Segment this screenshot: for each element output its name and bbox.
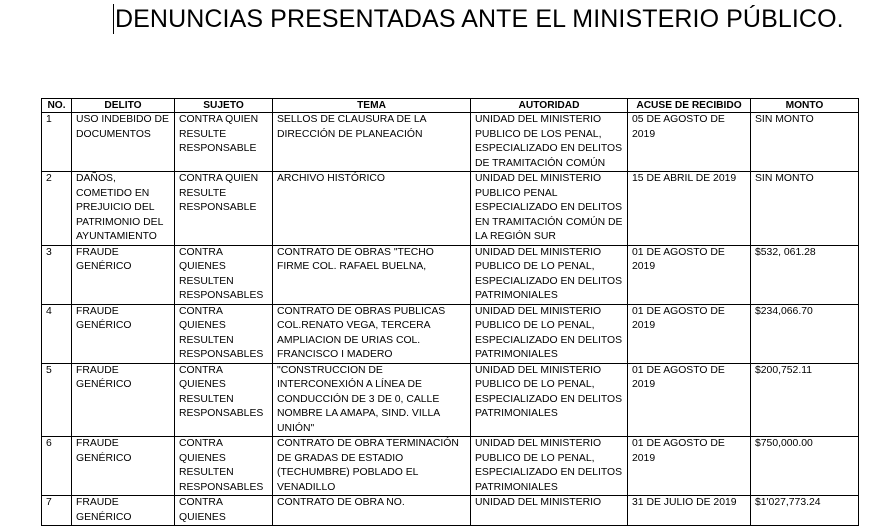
cell-no: 3 xyxy=(42,245,72,304)
cell-autoridad: UNIDAD DEL MINISTERIO PUBLICO DE LOS PENAL, ESPECIALIZADO EN DELITOS DE TRAMITACIÓN COMÚN xyxy=(471,113,628,172)
cell-monto: $750,000.00 xyxy=(751,437,859,496)
cell-tema: CONTRATO DE OBRA NO. xyxy=(273,496,471,526)
cell-delito: FRAUDE GENÉRICO xyxy=(72,304,175,363)
cell-monto: $532, 061.28 xyxy=(751,245,859,304)
cell-autoridad: UNIDAD DEL MINISTERIO PUBLICO DE LO PENAL, ESPECIALIZADO EN DELITOS PATRIMONIALES xyxy=(471,363,628,437)
cell-autoridad: UNIDAD DEL MINISTERIO PUBLICO PENAL ESPECIALIZADO EN DELITOS EN TRAMITACIÓN COMÚN DE LA REGIÓN SUR xyxy=(471,172,628,246)
cell-autoridad: UNIDAD DEL MINISTERIO PUBLICO DE LO PENAL, ESPECIALIZADO EN DELITOS PATRIMONIALES xyxy=(471,245,628,304)
table-header-row xyxy=(42,99,859,113)
table-row xyxy=(42,113,859,172)
cell-monto: $200,752.11 xyxy=(751,363,859,437)
cell-acuse: 01 DE AGOSTO DE 2019 xyxy=(628,437,751,496)
cell-no: 4 xyxy=(42,304,72,363)
cell-delito: FRAUDE GENÉRICO xyxy=(72,496,175,526)
cell-delito: FRAUDE GENÉRICO xyxy=(72,363,175,437)
denuncias-table xyxy=(41,98,859,526)
cell-tema: CONTRATO DE OBRA TERMINACIÓN DE GRADAS DE ESTADIO (TECHUMBRE) POBLADO EL VENADILLO xyxy=(273,437,471,496)
cell-sujeto: CONTRA QUIENES RESULTEN RESPONSABLES xyxy=(175,304,273,363)
header-tema: TEMA xyxy=(273,99,471,113)
cell-monto: SIN MONTO xyxy=(751,113,859,172)
cell-delito: FRAUDE GENÉRICO xyxy=(72,245,175,304)
cell-tema: "CONSTRUCCION DE INTERCONEXIÓN A LÍNEA DE CONDUCCIÓN DE 3 DE 0, CALLE NOMBRE LA AMAPA, SIND. VILLA UNIÓN" xyxy=(273,363,471,437)
cell-sujeto: CONTRA QUIEN RESULTE RESPONSABLE xyxy=(175,172,273,246)
cell-acuse: 15 DE ABRIL DE 2019 xyxy=(628,172,751,246)
cell-acuse: 01 DE AGOSTO DE 2019 xyxy=(628,245,751,304)
cell-monto: SIN MONTO xyxy=(751,172,859,246)
cell-autoridad: UNIDAD DEL MINISTERIO xyxy=(471,496,628,526)
header-delito: DELITO xyxy=(72,99,175,113)
cell-monto: $1'027,773.24 xyxy=(751,496,859,526)
table-row xyxy=(42,437,859,496)
table-row xyxy=(42,172,859,246)
header-acuse: ACUSE DE RECIBIDO xyxy=(628,99,751,113)
cell-tema: CONTRATO DE OBRAS PUBLICAS COL.RENATO VEGA, TERCERA AMPLIACION DE URIAS COL. FRANCISCO I MADERO xyxy=(273,304,471,363)
cell-monto: $234,066.70 xyxy=(751,304,859,363)
document-title: DENUNCIAS PRESENTADAS ANTE EL MINISTERIO PÚBLICO. xyxy=(115,5,844,33)
cell-acuse: 01 DE AGOSTO DE 2019 xyxy=(628,363,751,437)
cell-acuse: 01 DE AGOSTO DE 2019 xyxy=(628,304,751,363)
cell-delito: DAÑOS, COMETIDO EN PREJUICIO DEL PATRIMONIO DEL AYUNTAMIENTO xyxy=(72,172,175,246)
cell-no: 2 xyxy=(42,172,72,246)
table-row xyxy=(42,304,859,363)
cell-sujeto: CONTRA QUIEN RESULTE RESPONSABLE xyxy=(175,113,273,172)
table-row xyxy=(42,245,859,304)
cell-sujeto: CONTRA QUIENES RESULTEN RESPONSABLES xyxy=(175,437,273,496)
cell-autoridad: UNIDAD DEL MINISTERIO PUBLICO DE LO PENAL, ESPECIALIZADO EN DELITOS PATRIMONIALES xyxy=(471,304,628,363)
cell-tema: CONTRATO DE OBRAS "TECHO FIRME COL. RAFAEL BUELNA, xyxy=(273,245,471,304)
header-autoridad: AUTORIDAD xyxy=(471,99,628,113)
cell-no: 5 xyxy=(42,363,72,437)
cell-sujeto: CONTRA QUIENES RESULTEN RESPONSABLES xyxy=(175,363,273,437)
cell-no: 6 xyxy=(42,437,72,496)
cell-autoridad: UNIDAD DEL MINISTERIO PUBLICO DE LO PENAL, ESPECIALIZADO EN DELITOS PATRIMONIALES xyxy=(471,437,628,496)
cell-sujeto: CONTRA QUIENES xyxy=(175,496,273,526)
cell-acuse: 05 DE AGOSTO DE 2019 xyxy=(628,113,751,172)
cell-tema: ARCHIVO HISTÓRICO xyxy=(273,172,471,246)
cell-no: 7 xyxy=(42,496,72,526)
cell-sujeto: CONTRA QUIENES RESULTEN RESPONSABLES xyxy=(175,245,273,304)
cell-delito: FRAUDE GENÉRICO xyxy=(72,437,175,496)
cell-tema: SELLOS DE CLAUSURA DE LA DIRECCIÓN DE PLANEACIÓN xyxy=(273,113,471,172)
table-row xyxy=(42,496,859,526)
cell-acuse: 31 DE JULIO DE 2019 xyxy=(628,496,751,526)
header-no: NO. xyxy=(42,99,72,113)
cell-delito: USO INDEBIDO DE DOCUMENTOS xyxy=(72,113,175,172)
header-sujeto: SUJETO xyxy=(175,99,273,113)
header-monto: MONTO xyxy=(751,99,859,113)
table-row xyxy=(42,363,859,437)
cell-no: 1 xyxy=(42,113,72,172)
